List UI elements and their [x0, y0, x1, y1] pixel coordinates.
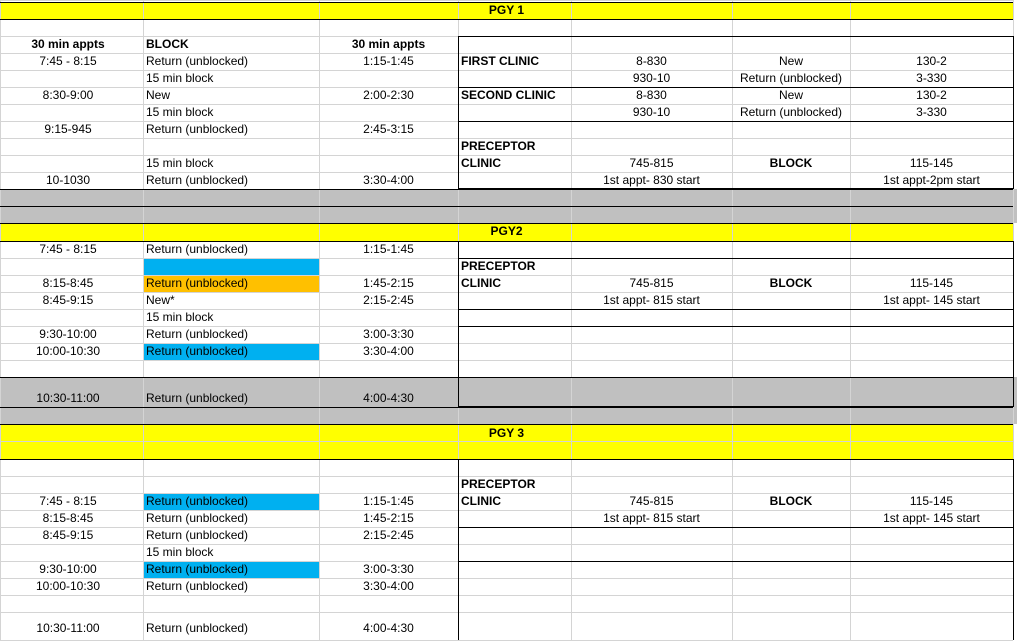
border-line: [0, 206, 1013, 207]
border-line: [1013, 36, 1014, 189]
border-line: [458, 406, 1014, 407]
time-slot: 7:45 - 8:15: [39, 494, 97, 508]
grid-line: [0, 612, 1013, 613]
preceptor-label: PRECEPTOR: [461, 139, 536, 153]
appointment-type: Return (unblocked): [146, 276, 249, 290]
border-line: [458, 121, 1014, 122]
section-title: PGY 1: [488, 3, 525, 17]
appointment-type: Return (unblocked): [146, 173, 249, 187]
preceptor-note: 1st appt- 145 start: [883, 293, 980, 307]
time-slot: 10:30-11:00: [36, 391, 100, 405]
time-slot: 7:45 - 8:15: [39, 242, 97, 256]
clinic-label: FIRST CLINIC: [461, 54, 539, 68]
time-slot: 2:00-2:30: [363, 88, 414, 102]
clinic-time: 130-2: [916, 88, 947, 102]
time-slot: 3:00-3:30: [363, 327, 414, 341]
appointment-type: 15 min block: [146, 156, 214, 170]
border-line: [0, 407, 1013, 408]
appointment-type: Return (unblocked): [146, 528, 249, 542]
clinic-type: New: [778, 54, 803, 68]
time-slot: 9:30-10:00: [39, 327, 97, 341]
appointment-type: Return (unblocked): [146, 327, 249, 341]
preceptor-block: BLOCK: [769, 276, 813, 290]
appointment-type: Return (unblocked): [146, 242, 249, 256]
appointment-type: Return (unblocked): [146, 344, 249, 358]
time-slot: 3:30-4:00: [363, 344, 414, 358]
appointment-type: New*: [146, 293, 175, 307]
border-line: [1013, 241, 1014, 407]
border-line: [458, 561, 1014, 562]
clinic-time: 930-10: [632, 105, 671, 119]
time-slot: 2:15-2:45: [363, 293, 414, 307]
time-slot: 9:30-10:00: [39, 562, 97, 576]
appointment-type: Return (unblocked): [146, 494, 249, 508]
time-slot: 8:45-9:15: [42, 528, 94, 542]
time-slot: 4:00-4:30: [363, 621, 414, 635]
preceptor-label: CLINIC: [461, 494, 501, 508]
preceptor-block: BLOCK: [769, 156, 813, 170]
appointment-type: Return (unblocked): [146, 122, 249, 136]
border-line: [458, 36, 1014, 37]
appointment-type: Return (unblocked): [146, 621, 249, 635]
time-slot: 2:45-3:15: [363, 122, 414, 136]
section-title: PGY 3: [488, 426, 525, 440]
border-line: [458, 309, 1014, 310]
time-slot: 3:00-3:30: [363, 562, 414, 576]
column-header: BLOCK: [146, 37, 189, 51]
border-line: [458, 326, 1014, 327]
time-slot: 8:30-9:00: [42, 88, 94, 102]
preceptor-note: 1st appt- 815 start: [603, 293, 700, 307]
appointment-type: 15 min block: [146, 310, 214, 324]
clinic-time: 130-2: [916, 54, 947, 68]
time-slot: 8:45-9:15: [42, 293, 94, 307]
border-line: [458, 459, 1014, 460]
border-line: [458, 527, 1014, 528]
clinic-time: 3-330: [916, 105, 947, 119]
preceptor-note: 1st appt-2pm start: [883, 173, 980, 187]
appointment-type: Return (unblocked): [146, 511, 249, 525]
preceptor-note: 1st appt- 830 start: [603, 173, 700, 187]
preceptor-block: BLOCK: [769, 494, 813, 508]
clinic-time: 8-830: [636, 54, 667, 68]
column-header: 30 min appts: [31, 37, 105, 51]
clinic-label: SECOND CLINIC: [461, 88, 556, 102]
appointment-type: Return (unblocked): [146, 54, 249, 68]
time-slot: 2:15-2:45: [363, 528, 414, 542]
preceptor-time: 115-145: [909, 156, 954, 170]
appointment-type: 15 min block: [146, 71, 214, 85]
preceptor-note: 1st appt- 815 start: [603, 511, 700, 525]
preceptor-label: PRECEPTOR: [461, 259, 536, 273]
preceptor-label: CLINIC: [461, 156, 501, 170]
preceptor-note: 1st appt- 145 start: [883, 511, 980, 525]
clinic-type: Return (unblocked): [739, 71, 843, 85]
time-slot: 10:00-10:30: [35, 344, 101, 358]
appointment-type: 15 min block: [146, 105, 214, 119]
time-slot: 3:30-4:00: [363, 579, 414, 593]
preceptor-time: 745-815: [629, 494, 674, 508]
time-slot: 10:00-10:30: [35, 579, 101, 593]
preceptor-time: 115-145: [909, 494, 954, 508]
border-line: [0, 19, 1013, 20]
time-slot: 8:15-8:45: [42, 511, 94, 525]
appointment-type: Return (unblocked): [146, 562, 249, 576]
time-slot: 10:30-11:00: [36, 621, 100, 635]
preceptor-label: PRECEPTOR: [461, 477, 536, 491]
time-slot: 9:15-945: [44, 122, 92, 136]
time-slot: 1:45-2:15: [363, 276, 414, 290]
time-slot: 1:15-1:45: [363, 54, 414, 68]
time-slot: 8:15-8:45: [42, 276, 94, 290]
clinic-type: Return (unblocked): [739, 105, 843, 119]
grid-line: [0, 0, 1013, 1]
clinic-time: 930-10: [632, 71, 671, 85]
section-title: PGY2: [490, 224, 523, 238]
grid-line: [0, 595, 1013, 596]
appointment-type: Return (unblocked): [146, 579, 249, 593]
preceptor-time: 745-815: [629, 276, 674, 290]
border-line: [0, 377, 1013, 378]
time-slot: 10-1030: [45, 173, 91, 187]
time-slot: 4:00-4:30: [363, 391, 414, 405]
border-line: [0, 189, 1013, 190]
column-header: 30 min appts: [351, 37, 426, 51]
preceptor-time: 745-815: [629, 156, 674, 170]
time-slot: 7:45 - 8:15: [39, 54, 97, 68]
time-slot: 3:30-4:00: [363, 173, 414, 187]
clinic-type: New: [778, 88, 803, 102]
appointment-type: 15 min block: [146, 545, 214, 559]
clinic-time: 8-830: [636, 88, 667, 102]
time-slot: 1:15-1:45: [363, 494, 414, 508]
time-slot: 1:45-2:15: [363, 511, 414, 525]
preceptor-time: 115-145: [909, 276, 954, 290]
appointment-type: Return (unblocked): [146, 391, 249, 405]
grid-line: [0, 360, 1013, 361]
preceptor-label: CLINIC: [461, 276, 501, 290]
border-line: [1013, 459, 1014, 640]
clinic-time: 3-330: [916, 71, 947, 85]
time-slot: 1:15-1:45: [363, 242, 414, 256]
appointment-type: New: [146, 88, 171, 102]
